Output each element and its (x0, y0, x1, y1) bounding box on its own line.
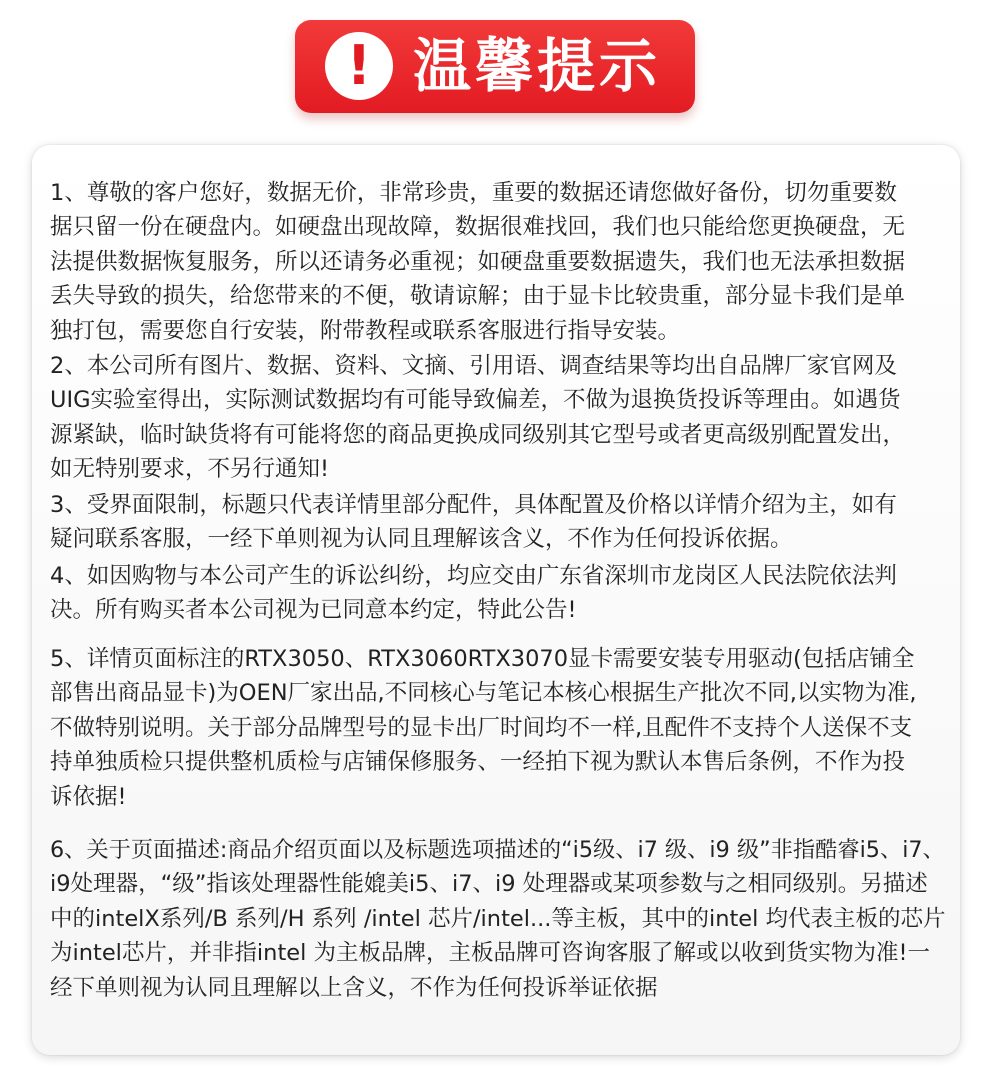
notice-line: 5、详情页面标注的RTX3050、RTX3060RTX3070显卡需要安装专用驱动(包括店铺全 (50, 646, 915, 672)
notice-item-1 (50, 176, 905, 348)
notice-line: UIG实验室得出，实际测试数据均有可能导致偏差，不做为退换货投诉等理由。如遇货 (50, 387, 901, 414)
notice-line: 为intel芯片，并非指intel 为主板品牌，主板品牌可咨询客服了解或以收到货实物为准!一 (50, 940, 931, 967)
notice-line: 中的intelX系列/B 系列/H 系列 /intel 芯片/intel...等主板，其中的intel 均代表主板的芯片 (50, 905, 946, 932)
notice-line: 4、如因购物与本公司产生的诉讼纠纷，均应交由广东省深圳市龙岗区人民法院依法判 (50, 563, 897, 589)
notice-item-3 (50, 488, 897, 557)
notice-line: 1、尊敬的客户您好，数据无价，非常珍贵，重要的数据还请您做好备份，切勿重要数 (50, 180, 897, 206)
notice-line: 部售出商品显卡)为OEN厂家出品,不同核心与笔记本核心根据生产批次不同,以实物为准, (50, 680, 917, 707)
notice-line: 法提供数据恢复服务，所以还请务必重视；如硬盘重要数据遗失，我们也无法承担数据 (50, 248, 906, 275)
notice-line: 不做特别说明。关于部分品牌型号的显卡出厂时间均不一样,且配件不支持个人送保不支 (50, 714, 913, 741)
notice-line: 疑问联系客服，一经下单则视为认同且理解该含义，不作为任何投诉依据。 (50, 526, 793, 553)
notice-line: 经下单则视为认同且理解以上含义，不作为任何投诉举证依据 (50, 974, 658, 1001)
notice-line: 独打包，需要您自行安装，附带教程或联系客服进行指导安装。 (50, 317, 681, 344)
warm-tips-banner (295, 20, 695, 113)
notice-line: 持单独质检只提供整机质检与店铺保修服务、一经拍下视为默认本售后条例，不作为投 (50, 749, 906, 776)
notice-line: 3、受界面限制，标题只代表详情里部分配件，具体配置及价格以详情介绍为主，如有 (50, 492, 897, 518)
notice-item-6 (50, 833, 946, 1005)
exclamation-icon (325, 32, 393, 100)
notice-line: 决。所有购买者本公司视为已同意本约定，特此公告! (50, 597, 577, 624)
notice-line: 如无特别要求，不另行通知! (50, 456, 330, 483)
notice-line: 丢失导致的损失，给您带来的不便，敬请谅解；由于显卡比较贵重，部分显卡我们是单 (50, 283, 906, 310)
notice-line: 诉依据! (50, 783, 127, 810)
notice-item-4 (50, 559, 897, 628)
exclamation-glyph: ! (346, 34, 372, 97)
notice-item-2 (50, 349, 905, 487)
notice-line: 源紧缺，临时缺货将有可能将您的商品更换成同级别其它型号或者更高级别配置发出， (50, 421, 906, 448)
notice-line: 2、本公司所有图片、数据、资料、文摘、引用语、调查结果等均出自品牌厂家官网及 (50, 353, 897, 379)
notice-line: i9处理器，“级”指该处理器性能媲美i5、i7、i9 处理器或某项参数与之相同级别。另描述 (50, 871, 928, 898)
banner-title: 温馨提示 (413, 32, 662, 100)
notice-line: 6、关于页面描述:商品介绍页面以及标题选项描述的“i5级、i7 级、i9 级”非指酷睿i5、i7、 (50, 837, 945, 863)
notice-item-5 (50, 642, 917, 814)
notice-line: 据只留一份在硬盘内。如硬盘出现故障，数据很难找回，我们也只能给您更换硬盘，无 (50, 214, 906, 241)
